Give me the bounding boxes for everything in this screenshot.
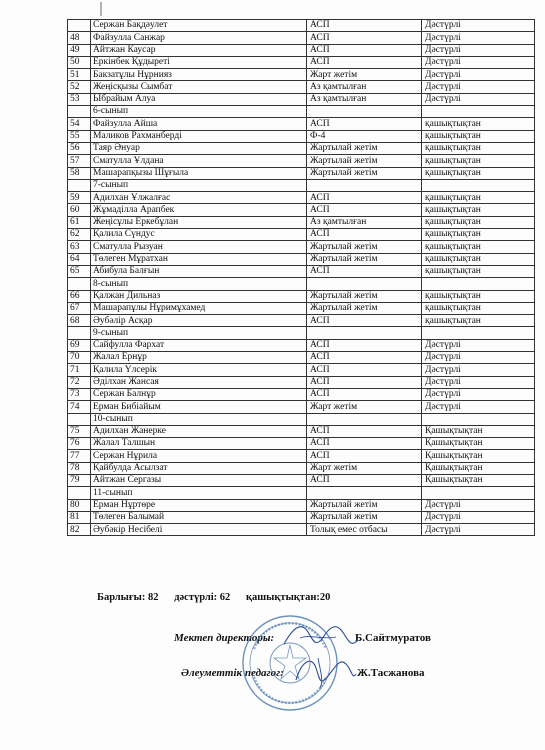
study-mode: қашықтықтан (422, 155, 535, 167)
category: Жартылай жетім (307, 302, 422, 314)
table-row (68, 376, 535, 388)
table-row (68, 142, 535, 154)
student-name: Ыбрайым Алуа (91, 93, 307, 105)
row-number: 73 (68, 388, 91, 400)
study-mode: Дәстүрлі (422, 401, 535, 413)
table-row (68, 56, 535, 68)
row-number: 51 (68, 69, 91, 81)
grade-label: 10-сынып (91, 413, 307, 425)
category: АСП (307, 44, 422, 56)
study-mode: қашықтықтан (422, 315, 535, 327)
grade-header-row (68, 327, 535, 339)
grade-label: 8-сынып (91, 278, 307, 290)
row-number (68, 327, 91, 339)
row-number: 59 (68, 192, 91, 204)
category (307, 487, 422, 499)
study-mode: қашықтықтан (422, 142, 535, 154)
table-row (68, 315, 535, 327)
row-number: 48 (68, 32, 91, 44)
study-mode: Дәстүрлі (422, 376, 535, 388)
study-mode (422, 278, 535, 290)
study-mode (422, 179, 535, 191)
table-row (68, 32, 535, 44)
student-name: Сайфулла Фархат (91, 339, 307, 351)
row-number: 67 (68, 302, 91, 314)
category: АСП (307, 229, 422, 241)
category (307, 278, 422, 290)
study-mode: Дәстүрлі (422, 499, 535, 511)
student-table (67, 19, 535, 536)
table-row (68, 130, 535, 142)
row-number: 54 (68, 118, 91, 130)
student-name: Машарапқызы Шұғыла (91, 167, 307, 179)
row-number: 70 (68, 352, 91, 364)
grade-label: 7-сынып (91, 179, 307, 191)
student-name: Жұмаділла Арапбек (91, 204, 307, 216)
category: АСП (307, 192, 422, 204)
row-number: 57 (68, 155, 91, 167)
row-number: 63 (68, 241, 91, 253)
category: АСП (307, 118, 422, 130)
director-signature (280, 618, 360, 654)
table-row (68, 364, 535, 376)
social-pedagog-role: Әлеуметтік педагог: (181, 667, 284, 679)
pedagog-signature (290, 650, 360, 690)
student-name: Әділхан Жансая (91, 376, 307, 388)
table-row (68, 216, 535, 228)
table-row (68, 20, 535, 32)
table-row (68, 339, 535, 351)
table-row (68, 93, 535, 105)
table-row (68, 511, 535, 523)
student-name: Файзулла Айша (91, 118, 307, 130)
category: Жарт жетім (307, 401, 422, 413)
row-number: 79 (68, 474, 91, 486)
category: АСП (307, 388, 422, 400)
table-row (68, 450, 535, 462)
row-number: 64 (68, 253, 91, 265)
row-number (68, 413, 91, 425)
category: АСП (307, 339, 422, 351)
category: Жарт жетім (307, 69, 422, 81)
row-number (68, 106, 91, 118)
student-name: Еркінбек Құдыреті (91, 56, 307, 68)
category: АСП (307, 376, 422, 388)
student-name: Сержан Бақдәулет (91, 20, 307, 32)
category: Жартылай жетім (307, 167, 422, 179)
student-name: Жалал Талшын (91, 438, 307, 450)
row-number: 69 (68, 339, 91, 351)
category: Аз қамтылған (307, 216, 422, 228)
grade-label: 9-сынып (91, 327, 307, 339)
table-row (68, 118, 535, 130)
student-name: Жалал Ернұр (91, 352, 307, 364)
category: Жартылай жетім (307, 511, 422, 523)
study-mode: қашықтықтан (422, 241, 535, 253)
category: Жартылай жетім (307, 241, 422, 253)
student-name: Қалила Сүндус (91, 229, 307, 241)
study-mode (422, 413, 535, 425)
study-mode: Дәстүрлі (422, 81, 535, 93)
study-mode (422, 327, 535, 339)
category: АСП (307, 450, 422, 462)
study-mode: қашықтықтан (422, 118, 535, 130)
page-corner-mark (96, 2, 106, 16)
category: Ф-4 (307, 130, 422, 142)
study-mode: қашықтықтан (422, 253, 535, 265)
category: Толық емес отбасы (307, 524, 422, 536)
category: Аз қамтылған (307, 93, 422, 105)
table-row (68, 81, 535, 93)
student-name: Сержан Нұрила (91, 450, 307, 462)
category: АСП (307, 315, 422, 327)
student-name: Әубәлір Асқар (91, 315, 307, 327)
student-name: Жеңісқызы Сымбат (91, 81, 307, 93)
row-number: 82 (68, 524, 91, 536)
row-number: 80 (68, 499, 91, 511)
grade-header-row (68, 487, 535, 499)
row-number: 65 (68, 265, 91, 277)
study-mode: Қашықтықтан (422, 474, 535, 486)
study-mode: қашықтықтан (422, 216, 535, 228)
student-name: Бакзатұлы Нұрнияз (91, 69, 307, 81)
student-name: Файзулла Санжар (91, 32, 307, 44)
student-name: Ерман Нұртөре (91, 499, 307, 511)
table-row (68, 241, 535, 253)
student-name: Ерман Бибіайым (91, 401, 307, 413)
table-row (68, 474, 535, 486)
table-row (68, 524, 535, 536)
category: АСП (307, 352, 422, 364)
study-mode: Қашықтықтан (422, 450, 535, 462)
category: Жартылай жетім (307, 290, 422, 302)
student-name: Қалжан Дильназ (91, 290, 307, 302)
row-number: 68 (68, 315, 91, 327)
table-row (68, 204, 535, 216)
study-mode: Дәстүрлі (422, 69, 535, 81)
summary-totals: Барлығы: 82 дәстүрлі: 62 қашықтықтан:20 (97, 592, 331, 603)
row-number: 53 (68, 93, 91, 105)
grade-header-row (68, 179, 535, 191)
study-mode: Дәстүрлі (422, 352, 535, 364)
grade-label: 6-сынып (91, 106, 307, 118)
row-number: 49 (68, 44, 91, 56)
row-number (68, 20, 91, 32)
row-number (68, 179, 91, 191)
study-mode: қашықтықтан (422, 167, 535, 179)
table-row (68, 462, 535, 474)
row-number (68, 487, 91, 499)
table-row (68, 167, 535, 179)
category (307, 413, 422, 425)
row-number: 55 (68, 130, 91, 142)
grade-label: 11-сынып (91, 487, 307, 499)
category: Жарт жетім (307, 462, 422, 474)
table-row (68, 265, 535, 277)
row-number: 75 (68, 425, 91, 437)
student-name: Абибула Балғын (91, 265, 307, 277)
study-mode: Дәстүрлі (422, 511, 535, 523)
study-mode: Дәстүрлі (422, 56, 535, 68)
category: Жартылай жетім (307, 253, 422, 265)
student-name: Төлеген Балымай (91, 511, 307, 523)
study-mode: Қашықтықтан (422, 462, 535, 474)
student-name: Қайбулда Асылзат (91, 462, 307, 474)
student-table-body (68, 20, 535, 536)
study-mode: Дәстүрлі (422, 524, 535, 536)
study-mode: Дәстүрлі (422, 388, 535, 400)
row-number: 56 (68, 142, 91, 154)
row-number: 81 (68, 511, 91, 523)
student-name: Сержан Балнұр (91, 388, 307, 400)
student-name: Төлеген Мұратхан (91, 253, 307, 265)
table-row (68, 499, 535, 511)
study-mode: Қашықтықтан (422, 438, 535, 450)
study-mode: қашықтықтан (422, 265, 535, 277)
table-row (68, 401, 535, 413)
row-number: 72 (68, 376, 91, 388)
study-mode: Дәстүрлі (422, 93, 535, 105)
category: АСП (307, 474, 422, 486)
category: АСП (307, 364, 422, 376)
table-row (68, 388, 535, 400)
row-number: 52 (68, 81, 91, 93)
director-role: Мектеп директоры: (174, 632, 275, 644)
table-row (68, 44, 535, 56)
row-number: 60 (68, 204, 91, 216)
category: АСП (307, 204, 422, 216)
table-row (68, 425, 535, 437)
row-number: 61 (68, 216, 91, 228)
table-row (68, 69, 535, 81)
student-name: Адилхан Ұлжалғас (91, 192, 307, 204)
study-mode: Дәстүрлі (422, 44, 535, 56)
student-name: Айтжан Сергазы (91, 474, 307, 486)
row-number: 78 (68, 462, 91, 474)
table-row (68, 229, 535, 241)
student-name: Сматулла Ұлдана (91, 155, 307, 167)
student-name: Адилхан Жанерке (91, 425, 307, 437)
study-mode: Дәстүрлі (422, 32, 535, 44)
social-pedagog-name: Ж.Тасжанова (357, 667, 425, 679)
student-name: Қалила Үлсерік (91, 364, 307, 376)
row-number: 66 (68, 290, 91, 302)
table-row (68, 438, 535, 450)
row-number: 76 (68, 438, 91, 450)
table-row (68, 290, 535, 302)
row-number: 50 (68, 56, 91, 68)
table-row (68, 253, 535, 265)
category: АСП (307, 425, 422, 437)
student-name: Машарапұлы Нұримұхамед (91, 302, 307, 314)
student-name: Айтжан Каусар (91, 44, 307, 56)
grade-header-row (68, 413, 535, 425)
study-mode: қашықтықтан (422, 229, 535, 241)
category: АСП (307, 438, 422, 450)
category (307, 179, 422, 191)
study-mode (422, 106, 535, 118)
category: АСП (307, 20, 422, 32)
row-number: 58 (68, 167, 91, 179)
category: АСП (307, 265, 422, 277)
study-mode: Дәстүрлі (422, 364, 535, 376)
category: Жартылай жетім (307, 155, 422, 167)
study-mode: қашықтықтан (422, 192, 535, 204)
director-name: Б.Сайтмуратов (355, 632, 431, 644)
category: Жартылай жетім (307, 499, 422, 511)
category: Жартылай жетім (307, 142, 422, 154)
category: АСП (307, 32, 422, 44)
table-row (68, 155, 535, 167)
row-number: 62 (68, 229, 91, 241)
study-mode: Дәстүрлі (422, 339, 535, 351)
student-name: Әубәкір Несібелі (91, 524, 307, 536)
student-name: Маликов Рахманберді (91, 130, 307, 142)
table-row (68, 352, 535, 364)
study-mode: қашықтықтан (422, 302, 535, 314)
student-name: Сматулла Рызуан (91, 241, 307, 253)
study-mode: Дәстүрлі (422, 20, 535, 32)
row-number: 71 (68, 364, 91, 376)
student-name: Таяр Әнуар (91, 142, 307, 154)
study-mode: қашықтықтан (422, 204, 535, 216)
grade-header-row (68, 278, 535, 290)
category: АСП (307, 56, 422, 68)
row-number: 74 (68, 401, 91, 413)
study-mode (422, 487, 535, 499)
category (307, 327, 422, 339)
study-mode: қашықтықтан (422, 290, 535, 302)
grade-header-row (68, 106, 535, 118)
category (307, 106, 422, 118)
study-mode: қашықтықтан (422, 130, 535, 142)
category: Аз қамтылған (307, 81, 422, 93)
study-mode: Қашықтықтан (422, 425, 535, 437)
row-number: 77 (68, 450, 91, 462)
student-name: Жеңісұлы Еркебұлан (91, 216, 307, 228)
row-number (68, 278, 91, 290)
table-row (68, 302, 535, 314)
table-row (68, 192, 535, 204)
